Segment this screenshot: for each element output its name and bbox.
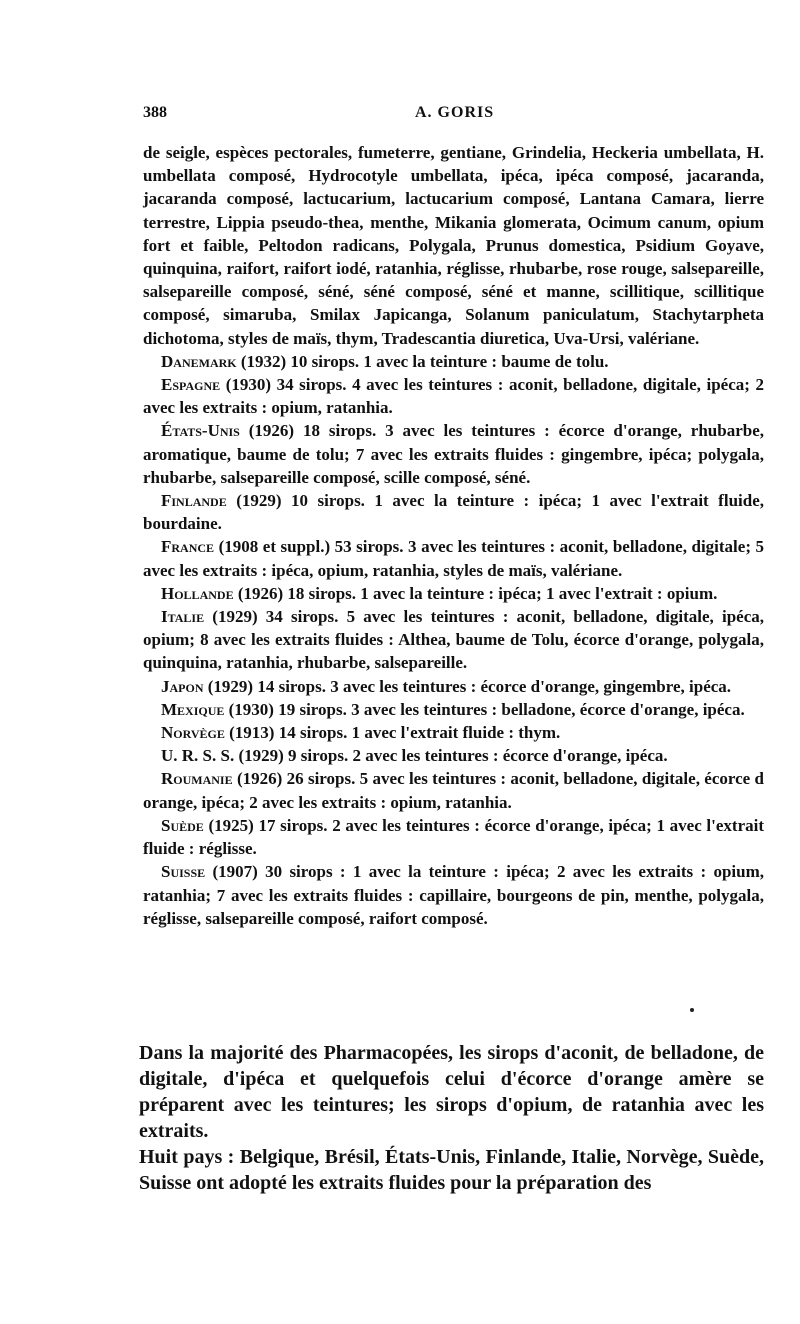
entry-danemark	[143, 350, 764, 373]
running-title: A. GORIS	[415, 104, 495, 121]
entry-country: Finlande	[161, 491, 227, 511]
entry-country: Roumanie	[161, 769, 233, 789]
entry-detail: (1930) 34 sirops. 4 avec les teintures : aconit, belladone, digitale, ipéca; 2 avec les extraits : opium, ratanhia.	[143, 375, 764, 418]
entry-suede	[143, 814, 764, 860]
entry-detail: (1913) 14 sirops. 1 avec l'extrait fluide : thym.	[229, 723, 561, 743]
entry-detail: (1929) 34 sirops. 5 avec les teintures : aconit, belladone, digitale, ipéca, opium; 8 avec les extraits fluides : Althea, baume de Tolu, écorce d'orange, polygala, quinquina, ratanhia, rhubarbe, salsepareille.	[143, 607, 765, 673]
entry-espagne	[143, 373, 764, 419]
entry-country: U. R. S. S.	[161, 746, 235, 766]
entry-country: États-Unis	[161, 421, 240, 441]
entry-country: Hollande	[161, 583, 234, 603]
entry-country: Suisse	[161, 862, 206, 882]
syrup-list-section	[143, 141, 764, 930]
entry-detail: (1929) 9 sirops. 2 avec les teintures : écorce d'orange, ipéca.	[238, 746, 668, 766]
entry-suisse	[143, 860, 764, 930]
entry-urss	[143, 744, 764, 767]
main-text-section	[139, 1040, 764, 1196]
entry-france	[143, 535, 764, 581]
entry-norvege	[143, 721, 764, 744]
entry-finlande	[143, 489, 764, 535]
entry-etats-unis	[143, 419, 764, 489]
entry-detail: (1930) 19 sirops. 3 avec les teintures : belladone, écorce d'orange, ipéca.	[228, 699, 745, 719]
entry-detail: (1932) 10 sirops. 1 avec la teinture : baume de tolu.	[240, 351, 609, 371]
entry-detail: (1926) 18 sirops. 1 avec la teinture : ipéca; 1 avec l'extrait : opium.	[237, 583, 718, 603]
entry-country: Espagne	[161, 375, 221, 395]
entry-detail: (1926) 26 sirops. 5 avec les teintures : aconit, belladone, digitale, écorce d orange, ipéca; 2 avec les extraits : opium, ratanhia.	[143, 769, 765, 812]
entry-country: Danemark	[161, 351, 237, 371]
entry-detail: (1929) 14 sirops. 3 avec les teintures : écorce d'orange, gingembre, ipéca.	[207, 676, 732, 696]
entry-country: Norvège	[161, 723, 225, 743]
body-paragraph: Dans la majorité des Pharmacopées, les sirops d'aconit, de belladone, de digitale, d'ipéca et quelquefois celui d'écorce d'orange amère se préparent avec les teintures; les sirops d'opium, de ratanhia avec les extraits.	[139, 1042, 764, 1142]
entry-country: Italie	[161, 607, 205, 627]
entry-country: Japon	[161, 676, 204, 696]
entry-japon	[143, 675, 764, 698]
entry-country: Mexique	[161, 699, 225, 719]
entry-detail: (1925) 17 sirops. 2 avec les teintures : écorce d'orange, ipéca; 1 avec l'extrait fluide : réglisse.	[143, 815, 764, 859]
entry-italie	[143, 605, 764, 675]
entry-mexique	[143, 698, 764, 721]
intro-paragraph: de seigle, espèces pectorales, fumeterre, gentiane, Grindelia, Heckeria umbellata, H. umbellata composé, Hydrocotyle umbellata, ipéca, ipéca composé, jacaranda, jacaranda composé, lactucarium, lactucarium composé, Lantana Camara, lierre terrestre, Lippia pseudo-thea, menthe, Mikania glomerata, Ocimum canum, opium fort et faible, Peltodon radicans, Polygala, Prunus domestica, Psidium Goyave, quinquina, raifort, raifort iodé, ratanhia, réglisse, rhubarbe, rose rouge, salsepareille, salsepareille composé, séné, séné composé, séné et manne, scillitique, scillitique composé, simaruba, Smilax Japicanga, Solanum paniculatum, Stachytarpheta dichotoma, styles de maïs, thym, Tradescantia diuretica, Uva-Ursi, valériane.	[143, 143, 764, 348]
entry-detail: (1907) 30 sirops : 1 avec la teinture : ipéca; 2 avec les extraits : opium, ratanhia; 7 avec les extraits fluides : capillaire, bourgeons de pin, menthe, polygala, réglisse, salsepareille composé, raifort composé.	[143, 862, 764, 928]
entry-hollande	[143, 582, 764, 605]
entry-detail: (1908 et suppl.) 53 sirops. 3 avec les teintures : aconit, belladone, digitale; 5 avec les extraits : ipéca, opium, ratanhia, styles de maïs, valériane.	[143, 537, 765, 580]
entry-roumanie	[143, 767, 764, 813]
entry-country: Suède	[161, 815, 204, 835]
entry-country: France	[161, 537, 215, 557]
body-paragraph: Huit pays : Belgique, Brésil, États-Unis, Finlande, Italie, Norvège, Suède, Suisse ont adopté les extraits fluides pour la préparation des	[139, 1146, 764, 1194]
entry-detail: (1929) 10 sirops. 1 avec la teinture : ipéca; 1 avec l'extrait fluide, bourdaine.	[143, 491, 764, 534]
page-number: 388	[143, 104, 167, 121]
entry-detail: (1926) 18 sirops. 3 avec les teintures : écorce d'orange, rhubarbe, aromatique, baume de tolu; 7 avec les extraits fluides : gingembre, ipéca; polygala, rhubarbe, salsepareille composé, scille composé, séné.	[143, 421, 764, 487]
end-of-list-dot	[690, 1008, 694, 1012]
page-header	[143, 104, 763, 128]
